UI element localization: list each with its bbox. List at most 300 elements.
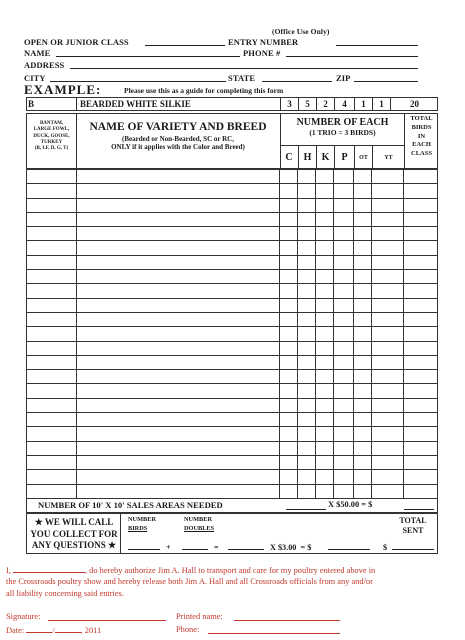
entry-cell[interactable] xyxy=(316,227,334,241)
entry-cell[interactable] xyxy=(27,284,77,298)
authorizer-name-field[interactable] xyxy=(13,564,85,573)
entry-cell[interactable] xyxy=(354,284,372,298)
entry-cell[interactable] xyxy=(76,212,279,226)
entry-cell[interactable] xyxy=(280,184,298,198)
entry-cell[interactable] xyxy=(316,270,334,284)
entry-cell[interactable] xyxy=(334,398,354,412)
entry-cell[interactable] xyxy=(404,470,438,484)
entry-cell[interactable] xyxy=(298,441,316,455)
entry-cell[interactable] xyxy=(334,298,354,312)
entry-cell[interactable] xyxy=(334,341,354,355)
table-row xyxy=(27,241,438,255)
example-title: EXAMPLE: xyxy=(24,82,102,97)
entry-cell[interactable] xyxy=(298,312,316,326)
entry-cell[interactable] xyxy=(298,427,316,441)
entry-cell[interactable] xyxy=(280,212,298,226)
entry-cell[interactable] xyxy=(280,327,298,341)
entry-cell[interactable] xyxy=(298,484,316,498)
entry-cell[interactable] xyxy=(27,170,77,184)
entry-cell[interactable] xyxy=(316,312,334,326)
entry-cell[interactable] xyxy=(354,484,372,498)
phone-label: PHONE # xyxy=(243,48,281,58)
entry-cell[interactable] xyxy=(280,427,298,441)
table-row xyxy=(27,212,438,226)
entry-cell[interactable] xyxy=(27,184,77,198)
total-sent-line: SENT xyxy=(402,526,424,536)
entry-cell[interactable] xyxy=(354,327,372,341)
birds-line: BIRDS xyxy=(128,524,148,532)
entry-cell[interactable] xyxy=(354,270,372,284)
entry-cell[interactable] xyxy=(354,441,372,455)
entry-cell[interactable] xyxy=(76,198,279,212)
entry-cell[interactable] xyxy=(316,241,334,255)
total-col-line: BIRDS xyxy=(411,123,432,131)
authorization-text xyxy=(6,564,462,599)
sales-qty-field[interactable] xyxy=(286,500,326,510)
entry-cell[interactable] xyxy=(27,455,77,469)
entry-cell[interactable] xyxy=(404,455,438,469)
entry-number-field[interactable] xyxy=(336,36,418,46)
entry-cell[interactable] xyxy=(27,270,77,284)
entry-cell[interactable] xyxy=(334,184,354,198)
entry-cell[interactable] xyxy=(298,298,316,312)
table-row xyxy=(27,327,438,341)
date-day-field[interactable] xyxy=(55,624,81,633)
entry-cell[interactable] xyxy=(372,341,404,355)
entry-cell[interactable] xyxy=(334,355,354,369)
entry-cell[interactable] xyxy=(76,441,279,455)
entry-cell[interactable] xyxy=(354,170,372,184)
entry-cell[interactable] xyxy=(372,484,404,498)
address-field[interactable] xyxy=(70,59,418,69)
doubles-field[interactable] xyxy=(182,542,208,550)
entry-cell[interactable] xyxy=(404,198,438,212)
class-col-line: (B, LF, D, G, T) xyxy=(34,146,69,151)
table-row xyxy=(27,255,438,269)
class-field[interactable] xyxy=(145,36,225,46)
entry-cell[interactable] xyxy=(334,384,354,398)
class-col-line: BANTAM, xyxy=(39,121,64,126)
entry-cell[interactable] xyxy=(298,470,316,484)
entry-cell[interactable] xyxy=(76,470,279,484)
entry-cell[interactable] xyxy=(404,270,438,284)
entry-cell[interactable] xyxy=(354,184,372,198)
class-col-line: TURKEY xyxy=(40,139,63,145)
total-dollar: $ xyxy=(383,543,388,552)
entry-cell[interactable] xyxy=(280,270,298,284)
entry-cell[interactable] xyxy=(27,398,77,412)
entry-cell[interactable] xyxy=(76,298,279,312)
entry-cell[interactable] xyxy=(280,470,298,484)
entry-cell[interactable] xyxy=(280,241,298,255)
doubles-line: NUMBER xyxy=(184,516,212,523)
entry-cell[interactable] xyxy=(76,227,279,241)
entry-cell[interactable] xyxy=(27,484,77,498)
entry-cell[interactable] xyxy=(76,370,279,384)
entry-cell[interactable] xyxy=(372,170,404,184)
entry-cell[interactable] xyxy=(334,484,354,498)
number-title: NUMBER OF EACH xyxy=(296,117,389,128)
class-column-header xyxy=(27,121,76,152)
entry-cell[interactable] xyxy=(372,455,404,469)
entry-cell[interactable] xyxy=(76,312,279,326)
bird-price: X $3.00 = $ xyxy=(270,543,312,552)
entry-cell[interactable] xyxy=(76,270,279,284)
entry-cell[interactable] xyxy=(27,198,77,212)
entry-cell[interactable] xyxy=(76,327,279,341)
entry-cell[interactable] xyxy=(27,327,77,341)
entry-cell[interactable] xyxy=(298,455,316,469)
entry-cell[interactable] xyxy=(316,413,334,427)
entry-cell[interactable] xyxy=(372,470,404,484)
entry-cell[interactable] xyxy=(404,413,438,427)
entry-cell[interactable] xyxy=(354,427,372,441)
number-subcolumns xyxy=(280,145,404,169)
entry-cell[interactable] xyxy=(334,227,354,241)
entry-cell[interactable] xyxy=(334,327,354,341)
entry-cell[interactable] xyxy=(298,241,316,255)
entry-cell[interactable] xyxy=(298,384,316,398)
class-col-line: LARGE FOWL, xyxy=(33,127,70,133)
entry-cell[interactable] xyxy=(316,398,334,412)
entry-cell[interactable] xyxy=(316,327,334,341)
entry-cell[interactable] xyxy=(372,398,404,412)
entry-cell[interactable] xyxy=(372,413,404,427)
entry-cell[interactable] xyxy=(316,484,334,498)
entry-cell[interactable] xyxy=(316,370,334,384)
birds-field[interactable] xyxy=(128,542,160,550)
entry-cell[interactable] xyxy=(76,413,279,427)
entry-cell[interactable] xyxy=(27,298,77,312)
entry-cell[interactable] xyxy=(27,241,77,255)
entry-cell[interactable] xyxy=(334,441,354,455)
entry-cell[interactable] xyxy=(298,184,316,198)
entry-cell[interactable] xyxy=(280,298,298,312)
entry-cell[interactable] xyxy=(298,341,316,355)
table-row xyxy=(27,284,438,298)
entry-cell[interactable] xyxy=(372,284,404,298)
entry-cell[interactable] xyxy=(316,184,334,198)
total-col-line: TOTAL xyxy=(410,115,433,122)
entry-cell[interactable] xyxy=(27,355,77,369)
entry-cell[interactable] xyxy=(372,198,404,212)
auth-line1-text: , do hereby authorize Jim A. Hall to transport and care for my poultry entered above in xyxy=(84,566,376,575)
entry-cell[interactable] xyxy=(334,255,354,269)
entry-cell[interactable] xyxy=(354,312,372,326)
date-label: Date: xyxy=(6,626,25,635)
entry-cell[interactable] xyxy=(404,312,438,326)
sales-total-field[interactable] xyxy=(404,500,434,510)
entry-cell[interactable] xyxy=(298,170,316,184)
entry-cell[interactable] xyxy=(280,312,298,326)
entry-cell[interactable] xyxy=(354,227,372,241)
call-line: YOU COLLECT FOR xyxy=(30,528,118,539)
entry-cell[interactable] xyxy=(27,427,77,441)
table-row xyxy=(27,184,438,198)
entry-cell[interactable] xyxy=(27,384,77,398)
entry-cell[interactable] xyxy=(280,227,298,241)
sum-field[interactable] xyxy=(228,542,264,550)
total-sent-field[interactable] xyxy=(392,542,434,550)
entry-number-label: ENTRY NUMBER xyxy=(228,37,299,47)
state-field[interactable] xyxy=(262,72,332,82)
example-note: Please use this as a guide for completing this form xyxy=(124,86,284,95)
entry-cell[interactable] xyxy=(316,298,334,312)
city-field[interactable] xyxy=(50,72,226,82)
entry-cell[interactable] xyxy=(334,370,354,384)
collect-divider xyxy=(120,513,121,554)
variety-subtitle-1: (Bearded or Non-Bearded, SC or RC, xyxy=(122,135,234,143)
entry-cell[interactable] xyxy=(404,184,438,198)
variety-column-header xyxy=(78,121,278,151)
entry-cell[interactable] xyxy=(372,384,404,398)
entry-cell[interactable] xyxy=(354,255,372,269)
entry-cell[interactable] xyxy=(298,227,316,241)
printed-name-field[interactable] xyxy=(234,620,340,621)
table-row xyxy=(27,170,438,184)
equals-sign: = xyxy=(214,543,219,552)
entry-table xyxy=(26,169,438,499)
entry-cell[interactable] xyxy=(27,255,77,269)
entry-cell[interactable] xyxy=(334,170,354,184)
entry-cell[interactable] xyxy=(280,384,298,398)
entry-cell[interactable] xyxy=(280,355,298,369)
call-line: ANY QUESTIONS ★ xyxy=(31,540,117,551)
entry-cell[interactable] xyxy=(27,413,77,427)
entry-cell[interactable] xyxy=(76,255,279,269)
entry-cell[interactable] xyxy=(298,270,316,284)
authorization-line-1 xyxy=(6,564,462,576)
number-birds-label xyxy=(128,516,156,534)
entry-cell[interactable] xyxy=(334,198,354,212)
entry-cell[interactable] xyxy=(76,398,279,412)
entry-cell[interactable] xyxy=(27,227,77,241)
entry-cell[interactable] xyxy=(372,255,404,269)
entry-cell[interactable] xyxy=(280,255,298,269)
entry-cell[interactable] xyxy=(316,441,334,455)
sales-price: X $50.00 = $ xyxy=(328,500,373,509)
entry-cell[interactable] xyxy=(316,170,334,184)
zip-field[interactable] xyxy=(354,72,418,82)
entry-cell[interactable] xyxy=(316,341,334,355)
date-year: , 2011 xyxy=(80,626,102,635)
entry-cell[interactable] xyxy=(354,370,372,384)
entry-cell[interactable] xyxy=(404,370,438,384)
entry-cell[interactable] xyxy=(298,413,316,427)
entry-cell[interactable] xyxy=(404,341,438,355)
entry-cell[interactable] xyxy=(316,355,334,369)
entry-cell[interactable] xyxy=(316,255,334,269)
entry-cell[interactable] xyxy=(280,441,298,455)
entry-cell[interactable] xyxy=(372,312,404,326)
entry-cell[interactable] xyxy=(372,212,404,226)
entry-cell[interactable] xyxy=(334,312,354,326)
entry-cell[interactable] xyxy=(334,470,354,484)
col-k: K xyxy=(316,145,334,169)
entry-cell[interactable] xyxy=(298,355,316,369)
entry-cell[interactable] xyxy=(316,470,334,484)
entry-cell[interactable] xyxy=(372,370,404,384)
col-ot: OT xyxy=(354,145,372,169)
phone-signature-field[interactable] xyxy=(208,633,340,634)
entry-cell[interactable] xyxy=(372,227,404,241)
entry-cell[interactable] xyxy=(334,241,354,255)
call-notice xyxy=(28,517,120,552)
entry-cell[interactable] xyxy=(404,170,438,184)
entry-cell[interactable] xyxy=(298,255,316,269)
entry-cell[interactable] xyxy=(372,184,404,198)
entry-cell[interactable] xyxy=(27,470,77,484)
entry-cell[interactable] xyxy=(354,341,372,355)
entry-cell[interactable] xyxy=(354,455,372,469)
table-row xyxy=(27,370,438,384)
entry-cell[interactable] xyxy=(354,241,372,255)
table-row xyxy=(27,298,438,312)
entry-cell[interactable] xyxy=(372,270,404,284)
number-subtitle: (1 TRIO = 3 BIRDS) xyxy=(309,128,376,137)
entry-cell[interactable] xyxy=(316,284,334,298)
call-line: ★ WE WILL CALL xyxy=(34,517,114,527)
entry-cell[interactable] xyxy=(404,284,438,298)
entry-cell[interactable] xyxy=(280,341,298,355)
entry-cell[interactable] xyxy=(298,284,316,298)
entry-cell[interactable] xyxy=(76,184,279,198)
entry-cell[interactable] xyxy=(354,355,372,369)
entry-cell[interactable] xyxy=(334,270,354,284)
table-row xyxy=(27,413,438,427)
entry-cell[interactable] xyxy=(76,427,279,441)
entry-cell[interactable] xyxy=(334,212,354,226)
entry-cell[interactable] xyxy=(298,212,316,226)
table-row xyxy=(27,455,438,469)
printed-name-label: Printed name: xyxy=(176,612,223,621)
variety-subtitle-2: ONLY if it applies with the Color and Breed) xyxy=(111,143,245,151)
entry-cell[interactable] xyxy=(354,398,372,412)
entry-cell[interactable] xyxy=(280,170,298,184)
phone-signature-label: Phone: xyxy=(176,625,200,634)
total-sent-line: TOTAL xyxy=(399,516,427,525)
table-row xyxy=(27,441,438,455)
entry-cell[interactable] xyxy=(316,384,334,398)
example-ot: 1 xyxy=(354,97,372,111)
example-variety: BEARDED WHITE SILKIE xyxy=(80,99,191,109)
entry-cell[interactable] xyxy=(27,312,77,326)
entry-cell[interactable] xyxy=(280,455,298,469)
entry-cell[interactable] xyxy=(334,284,354,298)
entry-cell[interactable] xyxy=(316,427,334,441)
entry-cell[interactable] xyxy=(372,355,404,369)
bird-cost-field[interactable] xyxy=(328,542,370,550)
entry-cell[interactable] xyxy=(76,455,279,469)
entry-cell[interactable] xyxy=(372,327,404,341)
entry-cell[interactable] xyxy=(316,212,334,226)
entry-cell[interactable] xyxy=(372,241,404,255)
col-yt: YT xyxy=(372,145,404,169)
entry-cell[interactable] xyxy=(316,455,334,469)
entry-cell[interactable] xyxy=(27,370,77,384)
table-row xyxy=(27,427,438,441)
total-col-line: EACH xyxy=(412,141,431,149)
entry-cell[interactable] xyxy=(354,470,372,484)
entry-cell[interactable] xyxy=(354,212,372,226)
entry-cell[interactable] xyxy=(334,427,354,441)
entry-cell[interactable] xyxy=(298,370,316,384)
entry-cell[interactable] xyxy=(404,212,438,226)
entry-cell[interactable] xyxy=(354,198,372,212)
example-c: 3 xyxy=(280,97,298,111)
entry-cell[interactable] xyxy=(316,198,334,212)
entry-cell[interactable] xyxy=(354,413,372,427)
entry-cell[interactable] xyxy=(280,198,298,212)
state-label: STATE xyxy=(228,73,256,83)
signature-field[interactable] xyxy=(48,620,166,621)
entry-cell[interactable] xyxy=(76,484,279,498)
entry-cell[interactable] xyxy=(76,241,279,255)
entry-cell[interactable] xyxy=(404,227,438,241)
entry-cell[interactable] xyxy=(372,298,404,312)
entry-cell[interactable] xyxy=(334,455,354,469)
entry-cell[interactable] xyxy=(404,355,438,369)
entry-cell[interactable] xyxy=(404,241,438,255)
example-class: B xyxy=(28,99,35,109)
header-divider-1 xyxy=(76,113,77,169)
entry-cell[interactable] xyxy=(76,341,279,355)
total-col-line: IN xyxy=(417,132,426,140)
entry-cell[interactable] xyxy=(372,427,404,441)
entry-cell[interactable] xyxy=(76,355,279,369)
entry-cell[interactable] xyxy=(404,441,438,455)
table-row xyxy=(27,470,438,484)
number-doubles-label xyxy=(184,516,214,534)
entry-cell[interactable] xyxy=(280,413,298,427)
name-field[interactable] xyxy=(56,47,240,57)
entry-cell[interactable] xyxy=(404,398,438,412)
entry-cell[interactable] xyxy=(404,384,438,398)
entry-cell[interactable] xyxy=(404,427,438,441)
sales-label: NUMBER OF 10' X 10' SALES AREAS NEEDED xyxy=(38,500,223,510)
entry-cell[interactable] xyxy=(298,327,316,341)
entry-cell[interactable] xyxy=(404,255,438,269)
class-label: OPEN OR JUNIOR CLASS xyxy=(24,37,129,47)
example-h: 5 xyxy=(298,97,316,111)
entry-cell[interactable] xyxy=(298,198,316,212)
name-label: NAME xyxy=(24,48,51,58)
entry-cell[interactable] xyxy=(404,484,438,498)
entry-cell[interactable] xyxy=(27,341,77,355)
entry-cell[interactable] xyxy=(76,170,279,184)
entry-cell[interactable] xyxy=(280,398,298,412)
table-row xyxy=(27,355,438,369)
entry-cell[interactable] xyxy=(76,284,279,298)
entry-cell[interactable] xyxy=(354,384,372,398)
entry-cell[interactable] xyxy=(27,212,77,226)
entry-cell[interactable] xyxy=(404,298,438,312)
phone-field[interactable] xyxy=(286,47,418,57)
entry-cell[interactable] xyxy=(354,298,372,312)
entry-cell[interactable] xyxy=(372,441,404,455)
entry-cell[interactable] xyxy=(27,441,77,455)
date-row xyxy=(6,624,101,636)
entry-cell[interactable] xyxy=(280,484,298,498)
entry-cell[interactable] xyxy=(280,284,298,298)
entry-cell[interactable] xyxy=(298,398,316,412)
entry-cell[interactable] xyxy=(280,370,298,384)
address-label: ADDRESS xyxy=(24,60,65,70)
entry-cell[interactable] xyxy=(404,327,438,341)
entry-cell[interactable] xyxy=(334,413,354,427)
date-month-field[interactable] xyxy=(26,624,55,635)
entry-cell[interactable] xyxy=(76,384,279,398)
